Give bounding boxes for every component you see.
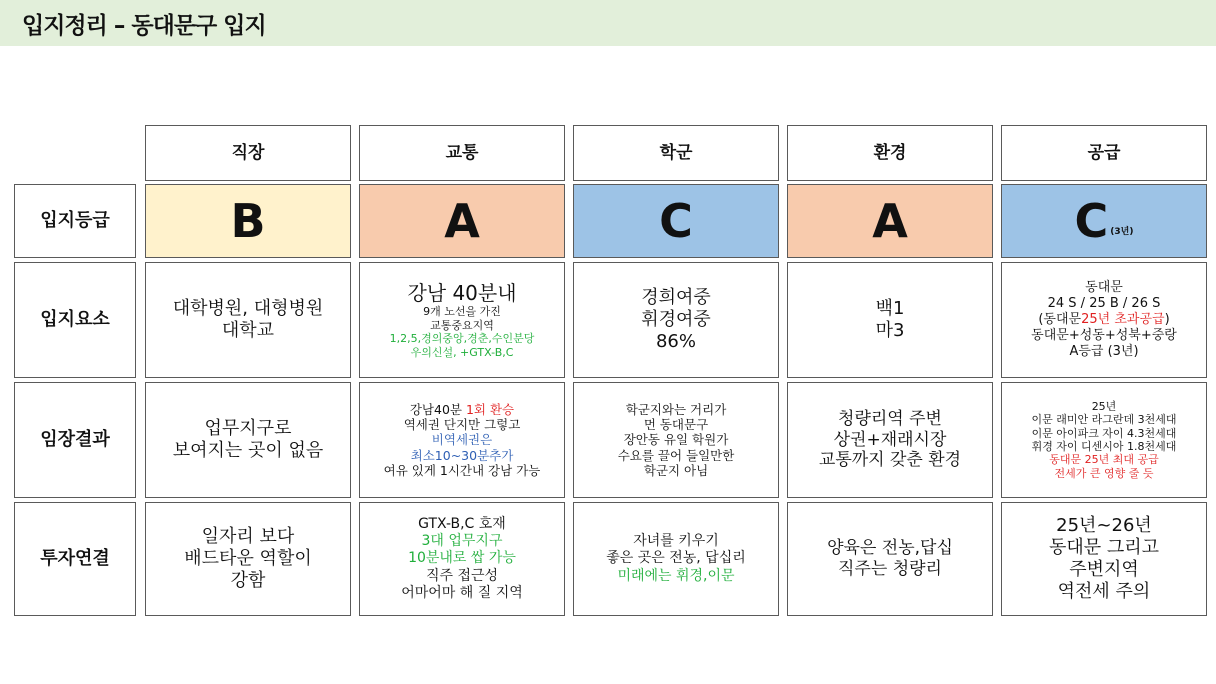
factors-school-line: 휘경여중 — [641, 309, 711, 331]
header-supply — [1001, 125, 1207, 181]
field-environment-line: 청량리역 주변 — [838, 408, 942, 429]
field-transport — [359, 382, 565, 498]
invest-environment — [787, 502, 993, 616]
invest-job-line: 일자리 보다 — [201, 526, 295, 548]
invest-school-line: 좋은 곳은 전농, 답십리 — [606, 550, 746, 567]
field-supply-line: 이문 아이파크 자이 4.3천세대 — [1031, 426, 1177, 440]
invest-transport-highlight: 3대 업무지구 — [421, 533, 503, 550]
factors-transport-main: 강남 40분내 — [407, 280, 517, 305]
factors-school — [573, 262, 779, 378]
factors-environment-line: 백1 — [875, 298, 905, 320]
factors-environment-line: 마3 — [875, 320, 905, 341]
invest-supply — [1001, 502, 1207, 616]
field-job-line: 보여지는 곳이 없음 — [172, 440, 324, 461]
factors-school-line: 경희여중 — [641, 287, 711, 309]
grade-supply-note: (3년) — [1110, 227, 1134, 238]
field-transport-highlight: 1회 환승 — [465, 401, 515, 417]
invest-transport-line: 어마어마 해 질 지역 — [401, 584, 523, 601]
factors-transport-lines: 1,2,5,경의중앙,경춘,수인분당 — [389, 332, 535, 346]
invest-job — [145, 502, 351, 616]
row-label-grade — [14, 184, 136, 258]
grade-supply — [1001, 184, 1207, 258]
invest-transport-highlight: 10분내로 쌉 가능 — [408, 550, 516, 567]
factors-supply-text: ) — [1164, 312, 1170, 328]
factors-supply-text: (동대문 — [1038, 312, 1082, 328]
field-job-line: 업무지구로 — [204, 418, 292, 440]
field-school-line: 장안동 유일 학원가 — [623, 432, 729, 448]
row-label-factors-text: 입지요소 — [40, 309, 110, 331]
factors-supply-line — [1038, 312, 1169, 328]
grade-environment-value: A — [872, 194, 908, 248]
header-school — [573, 125, 779, 181]
factors-supply-line: 동대문+성동+성북+중랑 — [1031, 327, 1177, 343]
header-school-label: 학군 — [659, 142, 693, 163]
factors-job — [145, 262, 351, 378]
factors-job-line: 대학교 — [221, 320, 275, 341]
invest-transport-line: GTX-B,C 호재 — [418, 516, 506, 533]
field-environment-line: 상권+재래시장 — [833, 429, 947, 450]
invest-job-line: 강함 — [230, 569, 266, 591]
factors-transport — [359, 262, 565, 378]
field-school-line: 수요를 끌어 들일만한 — [617, 447, 735, 463]
invest-supply-line: 25년~26년 — [1056, 515, 1152, 537]
invest-transport — [359, 502, 565, 616]
grade-transport-value: A — [444, 194, 480, 248]
factors-supply-line: 동대문 — [1085, 280, 1123, 296]
field-supply-line: 이문 래미안 라그란데 3천세대 — [1031, 413, 1177, 427]
factors-transport-lines: 우의신설, +GTX-B,C — [410, 345, 514, 359]
field-transport-line: 비역세권은 — [431, 432, 493, 448]
grade-school — [573, 184, 779, 258]
row-label-invest-text: 투자연결 — [40, 548, 110, 570]
row-label-grade-text: 입지등급 — [40, 210, 110, 232]
row-label-invest — [14, 502, 136, 616]
invest-supply-line: 역전세 주의 — [1057, 580, 1151, 602]
field-transport-line: 역세권 단지만 그렇고 — [403, 417, 521, 433]
factors-job-line: 대학병원, 대형병원 — [172, 298, 324, 320]
field-school-line: 먼 동대문구 — [643, 417, 709, 433]
field-job — [145, 382, 351, 498]
field-environment-line: 교통까지 갖춘 환경 — [818, 450, 962, 471]
invest-school-highlight: 미래에는 휘경,이문 — [617, 567, 735, 584]
field-school-line: 학군지와는 거리가 — [625, 401, 727, 417]
grade-supply-value: C — [1074, 194, 1109, 248]
field-supply-highlight: 전세가 큰 영향 줄 듯 — [1054, 466, 1154, 480]
factors-supply-line: 24 S / 25 B / 26 S — [1047, 296, 1161, 312]
invest-job-line: 배드타운 역할이 — [184, 548, 312, 570]
grade-school-value: C — [659, 194, 693, 248]
row-label-field-text: 임장결과 — [40, 429, 110, 451]
factors-supply — [1001, 262, 1207, 378]
invest-transport-line: 직주 접근성 — [425, 567, 499, 584]
grade-job-value: B — [230, 194, 266, 248]
invest-environment-line: 직주는 청량리 — [838, 559, 942, 579]
header-environment-label: 환경 — [873, 142, 907, 163]
factors-transport-sub: 9개 노선을 가진 — [423, 305, 501, 319]
header-supply-label: 공급 — [1087, 142, 1121, 163]
field-supply-line: 휘경 자이 디센시아 1.8천세대 — [1031, 440, 1177, 453]
header-job-label: 직장 — [231, 142, 265, 163]
invest-school — [573, 502, 779, 616]
header-transport — [359, 125, 565, 181]
header-job — [145, 125, 351, 181]
page-title: 입지정리 – 동대문구 입지 — [22, 12, 266, 39]
grade-transport — [359, 184, 565, 258]
factors-supply-line: A등급 (3년) — [1069, 343, 1139, 359]
header-environment — [787, 125, 993, 181]
field-supply-line: 25년 — [1091, 399, 1117, 413]
factors-transport-sub: 교통중요지역 — [430, 318, 494, 332]
grade-job — [145, 184, 351, 258]
row-label-factors — [14, 262, 136, 378]
header-transport-label: 교통 — [445, 142, 479, 163]
field-supply — [1001, 382, 1207, 498]
field-transport-line: 여유 있게 1시간내 강남 가능 — [383, 462, 541, 478]
grade-environment — [787, 184, 993, 258]
field-environment — [787, 382, 993, 498]
field-transport-text: 강남40분 — [409, 401, 466, 417]
invest-school-line: 자녀를 키우기 — [633, 533, 719, 550]
field-transport-line: 최소10~30분추가 — [410, 447, 514, 463]
factors-supply-highlight: 25년 초과공급 — [1081, 312, 1165, 328]
invest-supply-line: 주변지역 — [1069, 559, 1139, 580]
title-bar — [0, 0, 1216, 46]
factors-school-line: 86% — [655, 330, 696, 352]
field-transport-line — [410, 402, 514, 417]
factors-environment — [787, 262, 993, 378]
field-supply-highlight: 동대문 25년 최대 공급 — [1049, 453, 1159, 467]
invest-environment-line: 양육은 전농,답십 — [827, 538, 953, 559]
invest-supply-line: 동대문 그리고 — [1048, 537, 1160, 559]
row-label-field — [14, 382, 136, 498]
field-school-line: 학군지 아님 — [643, 462, 709, 478]
field-school — [573, 382, 779, 498]
